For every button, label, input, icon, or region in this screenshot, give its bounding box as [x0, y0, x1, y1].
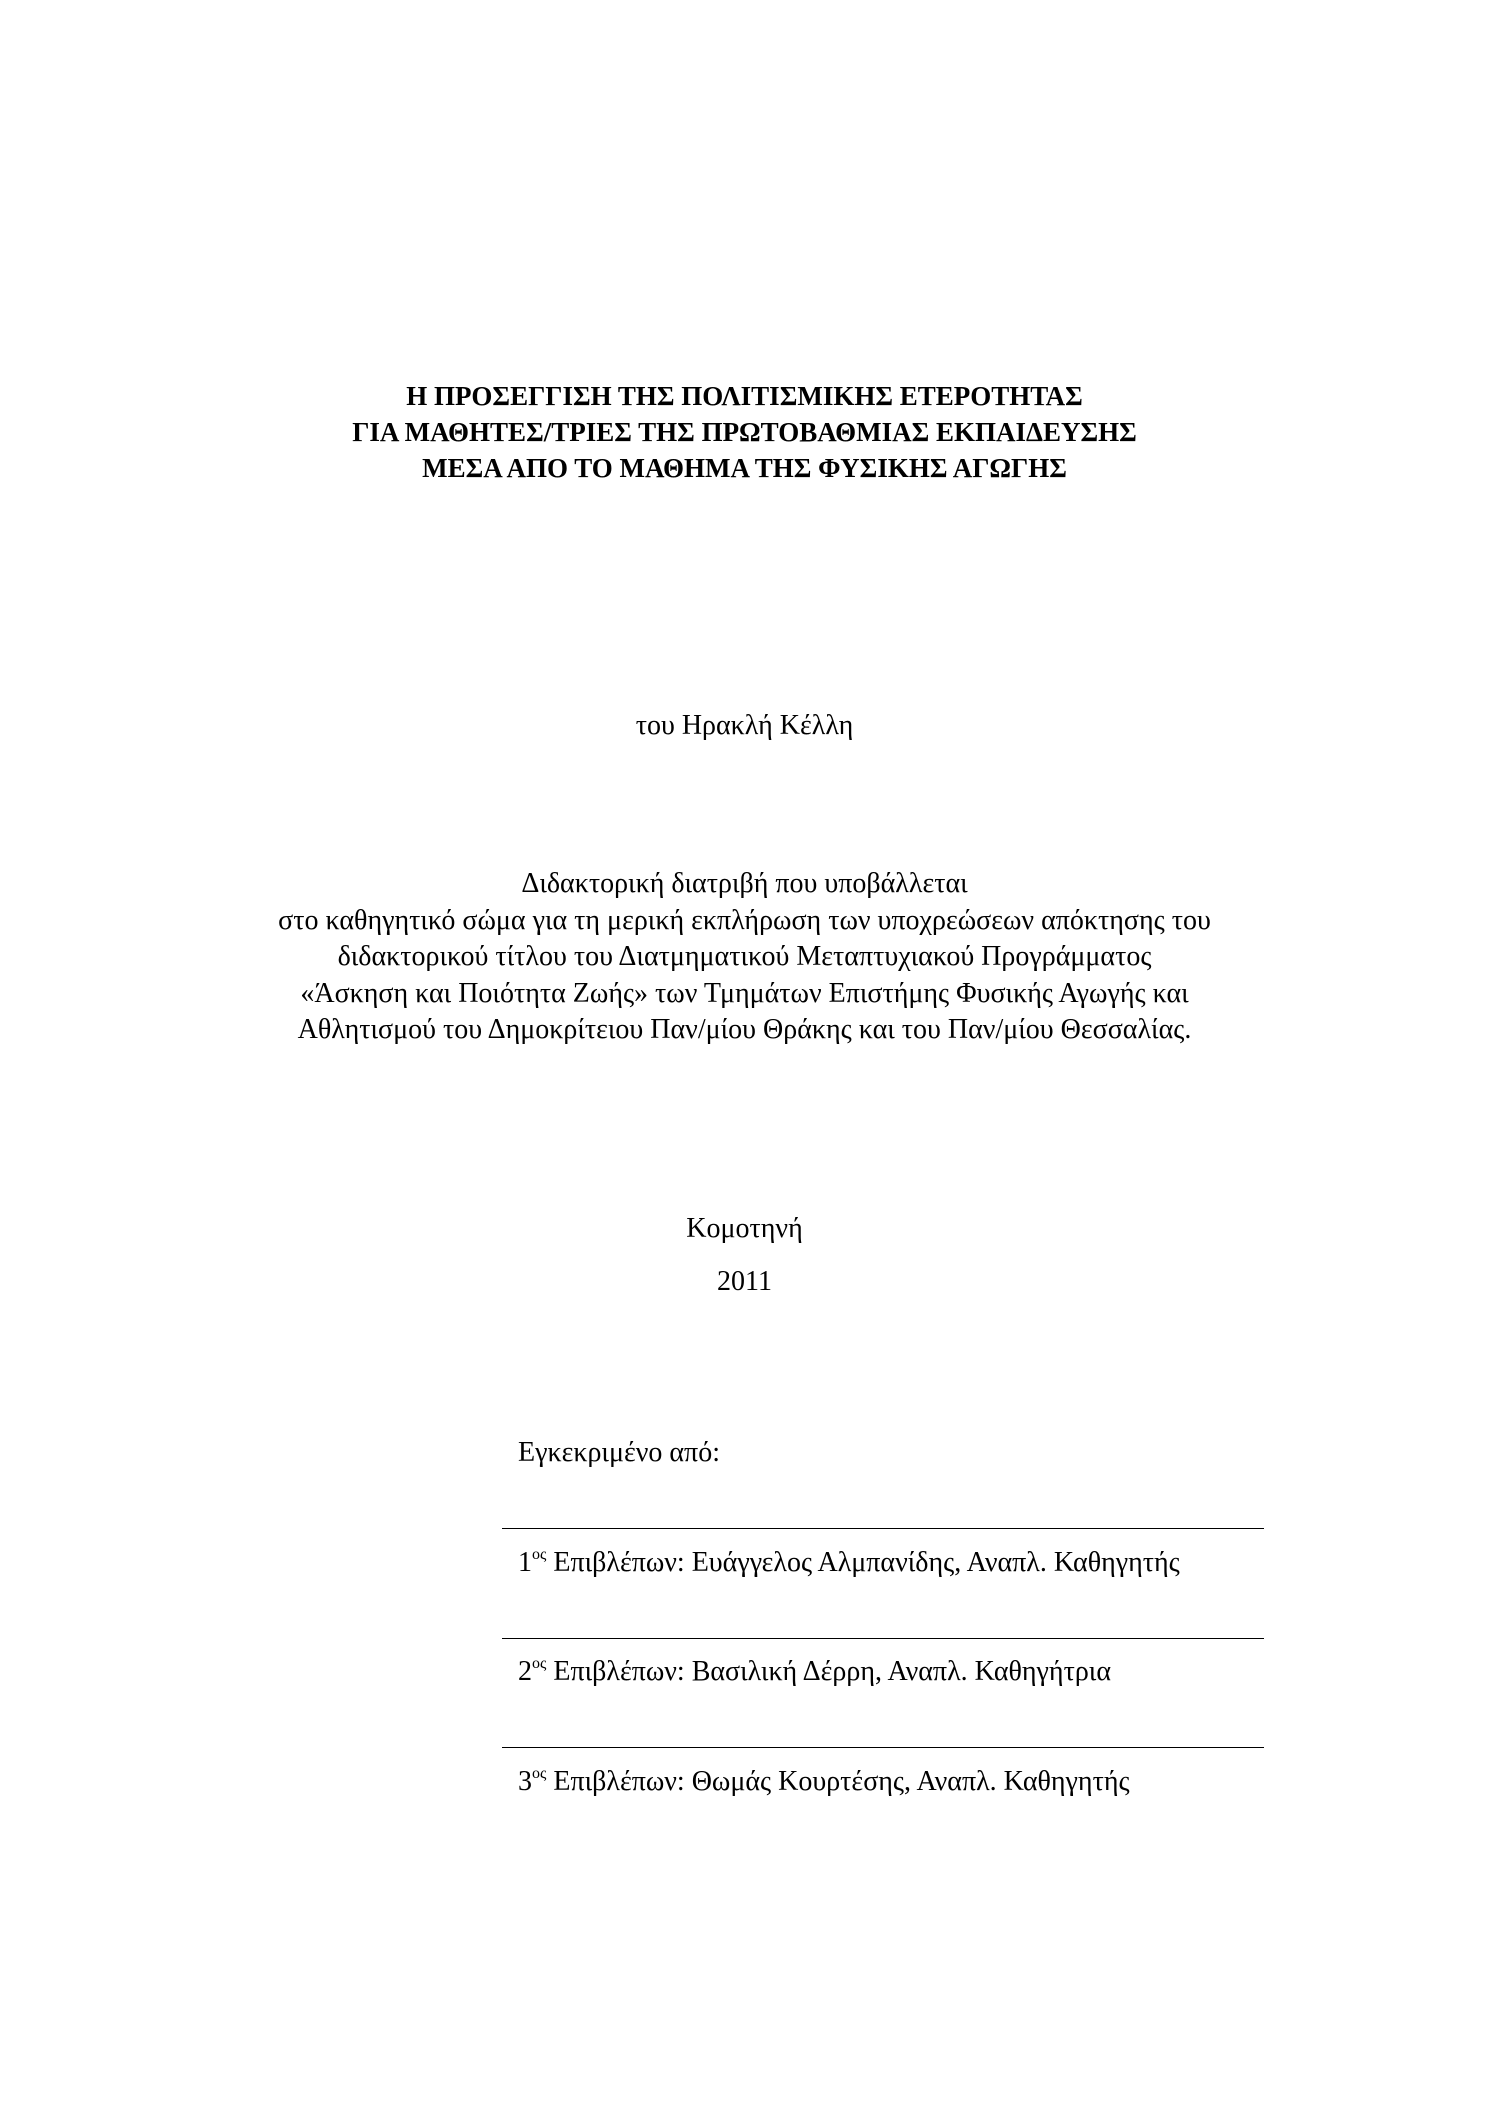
title-line-1: Η ΠΡΟΣΕΓΓΙΣΗ ΤΗΣ ΠΟΛΙΤΙΣΜΙΚΗΣ ΕΤΕΡΟΤΗΤΑΣ [406, 381, 1083, 411]
supervisor-2 [518, 1656, 1111, 1688]
description-line-1: Διδακτορική διατριβή που υποβάλλεται [521, 868, 968, 899]
title-line-2: ΓΙΑ ΜΑΘΗΤΕΣ/ΤΡΙΕΣ ΤΗΣ ΠΡΩΤΟΒΑΘΜΙΑΣ ΕΚΠΑΙΔΕΥΣΗΣ [352, 417, 1137, 447]
place: Κομοτηνή [686, 1213, 803, 1244]
supervisor-2-text: Επιβλέπων: Βασιλική Δέρρη, Αναπλ. Καθηγήτρια [546, 1656, 1111, 1687]
supervisor-3-ordinal: ος [532, 1765, 547, 1782]
signature-line-2 [502, 1638, 1264, 1639]
thesis-title [0, 378, 1489, 486]
supervisor-1 [518, 1547, 1180, 1579]
supervisor-3-number: 3 [518, 1766, 532, 1797]
description-line-4: «Άσκηση και Ποιότητα Ζωής» των Τμημάτων Επιστήμης Φυσικής Αγωγής και [300, 977, 1189, 1009]
signature-line-3 [502, 1747, 1264, 1748]
supervisor-1-ordinal: ος [532, 1546, 547, 1563]
supervisor-3 [518, 1766, 1130, 1798]
approved-by-label: Εγκεκριμένο από: [518, 1437, 720, 1468]
title-line-3: ΜΕΣΑ ΑΠΟ ΤΟ ΜΑΘΗΜΑ ΤΗΣ ΦΥΣΙΚΗΣ ΑΓΩΓΗΣ [422, 453, 1067, 483]
author-line: του Ηρακλή Κέλλη [635, 710, 854, 741]
thesis-description [0, 866, 1489, 1049]
supervisor-2-ordinal: ος [532, 1655, 547, 1672]
year: 2011 [717, 1266, 772, 1297]
description-line-3: διδακτορικού τίτλου του Διατμηματικού Μεταπτυχιακού Προγράμματος [337, 941, 1152, 972]
description-line-5: Αθλητισμού του Δημοκρίτειου Παν/μίου Θράκης και του Παν/μίου Θεσσαλίας. [297, 1014, 1192, 1045]
supervisor-1-number: 1 [518, 1547, 532, 1578]
supervisor-1-text: Επιβλέπων: Ευάγγελος Αλμπανίδης, Αναπλ. Καθηγητής [546, 1547, 1180, 1578]
supervisor-2-number: 2 [518, 1656, 532, 1687]
description-line-2: στο καθηγητικό σώμα για τη μερική εκπλήρωση των υποχρεώσεων απόκτησης του [278, 904, 1211, 936]
signature-line-1 [502, 1528, 1264, 1529]
supervisor-3-text: Επιβλέπων: Θωμάς Κουρτέσης, Αναπλ. Καθηγητής [546, 1766, 1130, 1797]
